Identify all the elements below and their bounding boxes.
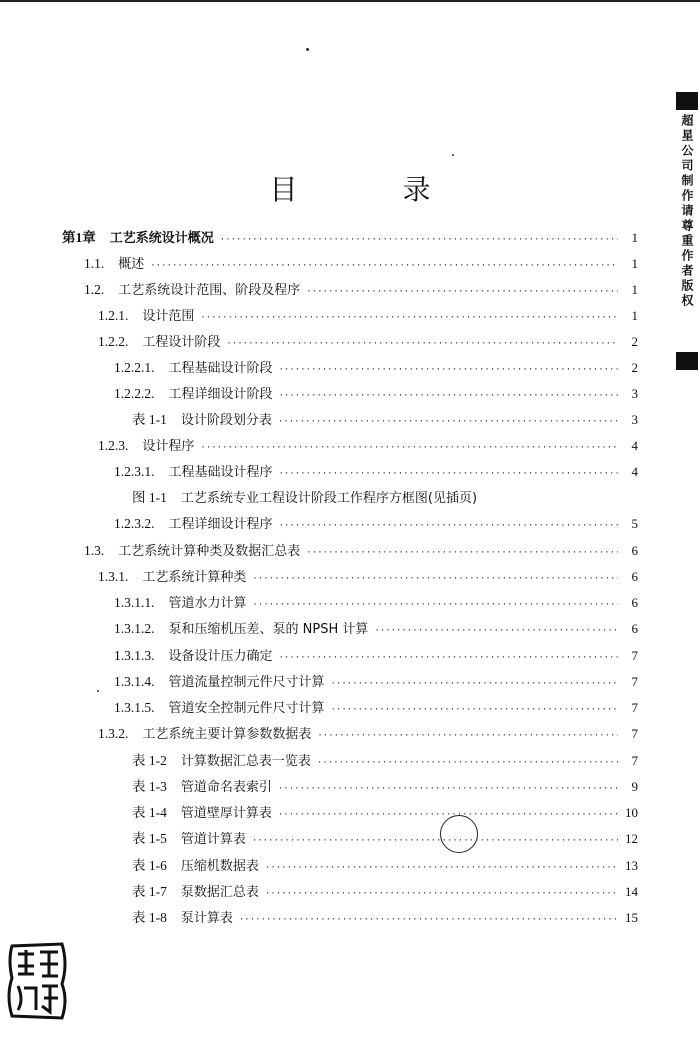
dot-leader — [317, 726, 618, 746]
toc-entry-page: 7 — [631, 726, 638, 741]
toc-entry — [132, 488, 638, 508]
dot-leader — [331, 674, 618, 694]
toc-entry-title: 管道安全控制元件尺寸计算 — [168, 701, 325, 716]
toc-entry-title: 工艺系统设计范围、阶段及程序 — [118, 283, 301, 298]
toc-entry-page: 4 — [631, 438, 638, 453]
toc-entry-title: 管道流量控制元件尺寸计算 — [168, 675, 325, 690]
toc-entry-title: 管道计算表 — [180, 832, 246, 847]
toc-entry-number: 表 1-5 — [132, 831, 167, 846]
toc-entry-number: 1.3.1.4. — [114, 674, 155, 689]
toc-entry-title: 压缩机数据表 — [180, 859, 259, 874]
dot-leader — [226, 334, 618, 354]
toc-entry-title: 工程设计阶段 — [142, 335, 221, 350]
toc-entry — [114, 593, 638, 613]
toc-entry — [132, 410, 638, 430]
dot-leader — [306, 543, 618, 563]
toc-entry-title: 工程详细设计程序 — [168, 517, 273, 532]
toc-entry-title: 设计阶段划分表 — [180, 413, 272, 428]
toc-entry-number: 1.3.1.5. — [114, 700, 155, 715]
toc-entry-number: 图 1-1 — [132, 490, 167, 505]
dot-leader — [239, 910, 618, 930]
toc-entry — [98, 332, 638, 352]
toc-entry-number: 1.3.2. — [98, 726, 129, 741]
toc-entry-page: 6 — [631, 569, 638, 584]
toc-entry-page: 6 — [631, 543, 638, 558]
toc-entry — [114, 462, 638, 482]
toc-entry — [114, 384, 638, 404]
dot-leader — [253, 595, 618, 615]
dot-leader — [374, 621, 618, 641]
toc-entry-title: 管道命名表索引 — [180, 780, 272, 795]
dot-leader — [279, 464, 618, 484]
toc-entry-page: 5 — [631, 516, 638, 531]
toc-entry-page: 2 — [631, 360, 638, 375]
toc-entry-title: 概述 — [118, 257, 145, 272]
toc-entry-page: 4 — [631, 464, 638, 479]
side-tab-text: 超星公司制作请尊重作者版权 — [680, 114, 694, 309]
toc-entry-title: 工程基础设计阶段 — [168, 361, 273, 376]
toc-entry-title: 工艺系统计算种类及数据汇总表 — [118, 544, 301, 559]
toc-entry-title: 工程详细设计阶段 — [168, 387, 273, 402]
toc-entry-page: 1 — [631, 256, 638, 271]
toc-entry-page: 6 — [631, 595, 638, 610]
toc-entry-title: 工艺系统主要计算参数数据表 — [142, 727, 312, 742]
dot-leader — [265, 884, 618, 904]
toc-entry-page: 15 — [625, 910, 638, 925]
toc-entry-number: 表 1-7 — [132, 884, 167, 899]
toc-entry — [132, 803, 638, 823]
toc-entry-title: 设计范围 — [142, 309, 195, 324]
toc-entry — [132, 856, 638, 876]
toc-entry-page: 6 — [631, 621, 638, 636]
toc-entry-number: 表 1-8 — [132, 910, 167, 925]
toc-entry-number: 第1章 — [62, 230, 96, 245]
toc-entry — [114, 698, 638, 718]
toc-entry — [84, 254, 638, 274]
toc-entry-page: 9 — [631, 779, 638, 794]
dot-leader — [265, 858, 618, 878]
toc-entry-page: 7 — [631, 674, 638, 689]
circle-annotation — [440, 815, 478, 853]
toc-entry — [132, 777, 638, 797]
dot-leader — [200, 308, 618, 328]
toc-entry-number: 1.3.1. — [98, 569, 129, 584]
toc-entry — [114, 358, 638, 378]
toc-entry-page: 2 — [631, 334, 638, 349]
toc-entry — [132, 751, 638, 771]
toc-entry-page: 14 — [625, 884, 638, 899]
toc-entry-title: 工艺系统专业工程设计阶段工作程序方框图(见插页) — [180, 491, 478, 506]
dot-leader — [252, 569, 618, 589]
toc-entry-title: 泵计算表 — [180, 911, 233, 926]
toc-entry — [62, 228, 638, 248]
toc-entry-number: 表 1-3 — [132, 779, 167, 794]
toc-entry-page: 10 — [625, 805, 638, 820]
toc-entry-number: 1.2. — [84, 282, 105, 297]
toc-entry-number: 表 1-2 — [132, 753, 167, 768]
page-title: 目 录 — [269, 173, 479, 206]
toc-entry-number: 1.3.1.1. — [114, 595, 155, 610]
toc-entry — [98, 306, 638, 326]
toc-entry-title: 设备设计压力确定 — [168, 649, 273, 664]
toc-entry — [114, 619, 638, 639]
toc-entry — [114, 646, 638, 666]
toc-entry-page: 13 — [625, 858, 638, 873]
dot-leader — [279, 516, 618, 536]
toc-entry-page: 3 — [631, 412, 638, 427]
toc-entry-page: 3 — [631, 386, 638, 401]
dot-leader — [317, 753, 618, 773]
toc-entry-page: 12 — [625, 831, 638, 846]
toc-entry-number: 1.3. — [84, 543, 105, 558]
dot-leader — [220, 230, 618, 250]
toc-entry-title: 设计程序 — [142, 439, 195, 454]
toc-entry-title: 泵数据汇总表 — [180, 885, 259, 900]
dot-leader — [279, 360, 618, 380]
toc-entry-number: 表 1-6 — [132, 858, 167, 873]
toc-entry — [114, 672, 638, 692]
toc-entry-page: 1 — [631, 282, 638, 297]
dot-leader — [278, 412, 618, 432]
toc-entry — [98, 436, 638, 456]
dot-leader — [279, 386, 618, 406]
toc-entry-number: 表 1-4 — [132, 805, 167, 820]
toc-entry-title: 工程基础设计程序 — [168, 465, 273, 480]
toc-entry-number: 1.2.2.2. — [114, 386, 155, 401]
toc-entry-number: 1.2.2. — [98, 334, 129, 349]
toc-entry-title: 管道水力计算 — [168, 596, 247, 611]
toc-entry-number: 1.2.2.1. — [114, 360, 155, 375]
dot-leader — [150, 256, 618, 276]
toc-entry — [84, 541, 638, 561]
toc-entry-number: 1.3.1.3. — [114, 648, 155, 663]
toc-entry — [114, 514, 638, 534]
toc-entry-number: 1.2.1. — [98, 308, 129, 323]
toc-entry — [84, 280, 638, 300]
toc-entry-title: 管道壁厚计算表 — [180, 806, 272, 821]
toc-entry-number: 1.3.1.2. — [114, 621, 155, 636]
dot-leader — [252, 831, 618, 851]
toc-entry-title: 工艺系统设计概况 — [109, 231, 214, 246]
toc-entry — [98, 724, 638, 744]
dot-leader — [200, 438, 618, 458]
toc-entry-title: 计算数据汇总表一览表 — [180, 754, 311, 769]
toc-entry-number: 1.2.3. — [98, 438, 129, 453]
dot-leader — [306, 282, 618, 302]
toc-entry-page: 7 — [631, 753, 638, 768]
toc-entry-number: 1.2.3.1. — [114, 464, 155, 479]
toc-entry-page: 1 — [631, 230, 638, 245]
toc-entry — [132, 908, 638, 928]
toc-entry-title: 工艺系统计算种类 — [142, 570, 247, 585]
toc-entry — [132, 882, 638, 902]
toc-entry-page: 7 — [631, 648, 638, 663]
toc-entry-number: 1.1. — [84, 256, 105, 271]
toc-entry-page: 7 — [631, 700, 638, 715]
toc-entry-title: 泵和压缩机压差、泵的 NPSH 计算 — [168, 622, 369, 637]
toc-entry-number: 表 1-1 — [132, 412, 167, 427]
toc-entry — [132, 829, 638, 849]
seal-stamp — [4, 940, 70, 1022]
dot-leader — [331, 700, 618, 720]
dot-leader — [279, 648, 618, 668]
toc-entry-page: 1 — [631, 308, 638, 323]
toc-entry-number: 1.2.3.2. — [114, 516, 155, 531]
dot-leader — [278, 779, 618, 799]
toc-entry — [98, 567, 638, 587]
